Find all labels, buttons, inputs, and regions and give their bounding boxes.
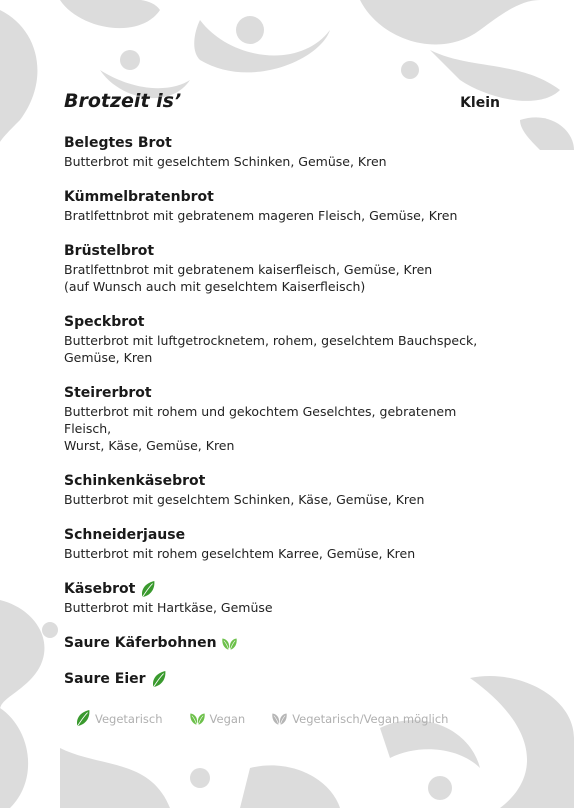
- menu-item-description: Butterbrot mit rohem geselchtem Karree, Gemüse, Kren: [64, 546, 416, 561]
- menu-item-name: [64, 188, 504, 207]
- menu-item-name-text: Steirerbrot: [64, 385, 152, 401]
- menu-item-description: Wurst, Käse, Gemüse, Kren: [64, 438, 235, 453]
- page-title: Brotzeit is’: [64, 90, 182, 112]
- menu-item-name-text: Speckbrot: [64, 314, 145, 330]
- legend-item: [74, 709, 163, 728]
- menu-item-name: [64, 384, 504, 403]
- menu-item-description: Butterbrot mit rohem und gekochtem Geselchtes, gebratenem Fleisch,: [64, 404, 457, 436]
- menu-item-name-text: Saure Eier: [64, 671, 146, 687]
- vegetarian-leaf-icon: [139, 580, 156, 599]
- menu-item: [64, 670, 504, 689]
- menu-item: [64, 134, 504, 170]
- menu-item-description: Bratlfettnbrot mit gebratenem kaiserfleisch, Gemüse, Kren: [64, 262, 433, 277]
- menu-item: [64, 188, 504, 224]
- optional-vegan-leaf-icon: [271, 709, 288, 728]
- menu-item: [64, 634, 504, 653]
- menu-item-description: (auf Wunsch auch mit geselchtem Kaiserfleisch): [64, 279, 366, 294]
- vegetarian-leaf-icon: [150, 670, 167, 689]
- menu-item-name: [64, 526, 504, 545]
- menu-item-description: Butterbrot mit Hartkäse, Gemüse: [64, 600, 273, 615]
- menu-item-description: Butterbrot mit luftgetrocknetem, rohem, geselchtem Bauchspeck,: [64, 333, 478, 348]
- vegetarian-leaf-icon: [74, 709, 91, 728]
- menu-item-name-text: Schinkenkäsebrot: [64, 473, 206, 489]
- menu-item-name: [64, 634, 504, 653]
- legend-label: Vegan: [209, 711, 246, 726]
- diet-legend: [74, 709, 448, 728]
- legend-item: [189, 709, 246, 728]
- menu-list: [64, 134, 504, 706]
- menu-item-name-text: Brüstelbrot: [64, 243, 155, 259]
- menu-item: [64, 472, 504, 508]
- vegan-leaf-icon: [221, 634, 238, 653]
- legend-label: Vegetarisch: [95, 711, 163, 726]
- size-column-label: Klein: [460, 95, 500, 111]
- menu-item-name-text: Käsebrot: [64, 581, 136, 597]
- menu-item-name: [64, 670, 504, 689]
- menu-item-name-text: Saure Käferbohnen: [64, 635, 217, 651]
- menu-item-description: Butterbrot mit geselchtem Schinken, Käse, Gemüse, Kren: [64, 492, 425, 507]
- menu-item: [64, 384, 504, 454]
- menu-item-description: Gemüse, Kren: [64, 350, 153, 365]
- menu-item-name: [64, 313, 504, 332]
- menu-item-name-text: Belegtes Brot: [64, 135, 172, 151]
- menu-item: [64, 242, 504, 295]
- menu-item-name: [64, 580, 504, 599]
- menu-item-name: [64, 134, 504, 153]
- menu-item: [64, 580, 504, 616]
- menu-item-name-text: Schneiderjause: [64, 527, 186, 543]
- legend-label: Vegetarisch/Vegan möglich: [292, 711, 449, 726]
- menu-item-name-text: Kümmelbratenbrot: [64, 189, 214, 205]
- menu-item: [64, 313, 504, 366]
- menu-item-name: [64, 242, 504, 261]
- menu-header: [64, 90, 500, 112]
- legend-item: [271, 709, 448, 728]
- ornament-top: [0, 0, 574, 150]
- menu-item-description: Butterbrot mit geselchtem Schinken, Gemüse, Kren: [64, 154, 387, 169]
- menu-item-name: [64, 472, 504, 491]
- vegan-leaf-icon: [189, 709, 206, 728]
- menu-item: [64, 526, 504, 562]
- menu-item-description: Bratlfettnbrot mit gebratenem mageren Fleisch, Gemüse, Kren: [64, 208, 458, 223]
